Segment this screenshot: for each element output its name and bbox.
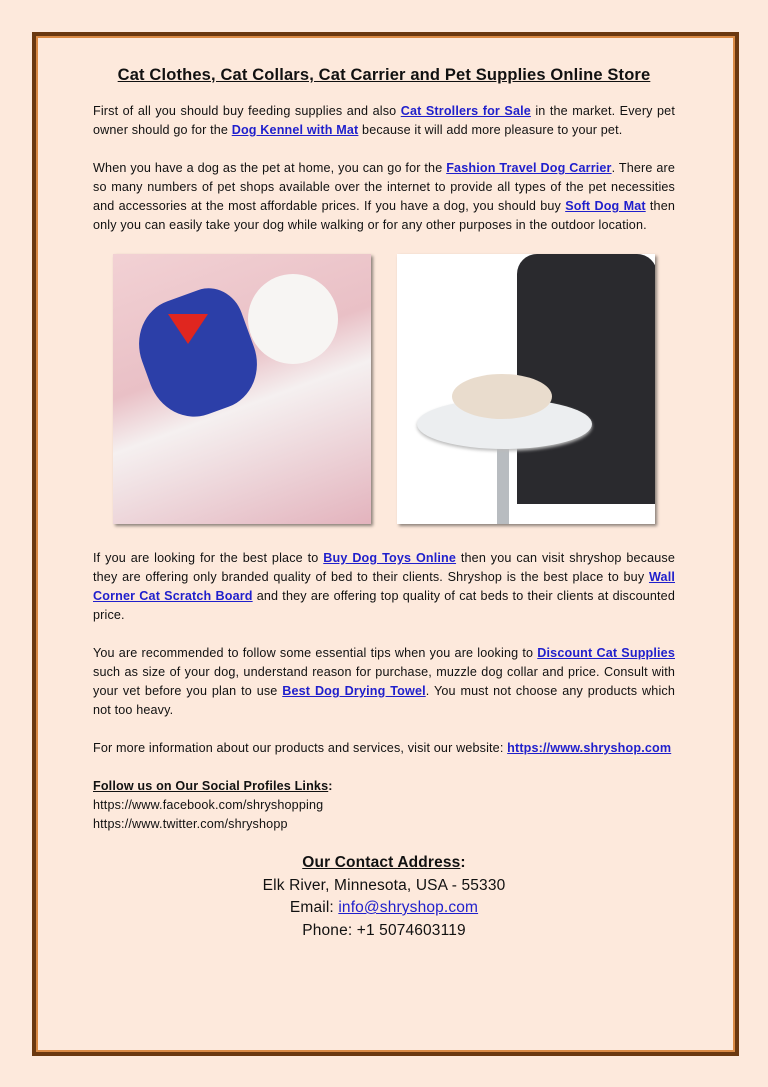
link-soft-dog-mat[interactable]: Soft Dog Mat [565,199,646,213]
link-scratch-board[interactable]: Wall Corner Cat Scratch Board [93,570,675,603]
link-cat-strollers[interactable]: Cat Strollers for Sale [400,104,531,118]
social-section: Follow us on Our Social Profiles Links: https://www.facebook.com/shryshopping https://www.twitter.com/shryshopp [93,777,675,834]
twitter-link[interactable]: https://www.twitter.com/shryshopp [93,817,288,831]
social-heading: Follow us on Our Social Profiles Links [93,779,329,793]
facebook-link[interactable]: https://www.facebook.com/shryshopping [93,798,324,812]
link-discount-cat-supplies[interactable]: Discount Cat Supplies [537,646,675,660]
contact-phone: Phone: +1 5074603119 [302,921,466,939]
link-drying-towel[interactable]: Best Dog Drying Towel [282,684,426,698]
paragraph-4: You are recommended to follow some essential tips when you are looking to Discount Cat Supplies such as size of your dog, understand reason for purchase, muzzle dog collar and price. Consult with your vet before you plan to use Best Dog Drying Towel. You must not choose any products which not too heavy. [93,646,675,717]
paragraph-3: If you are looking for the best place to Buy Dog Toys Online then you can visit shryshop because they are offering only branded quality of bed to their clients. Shryshop is the best place to buy Wall Corner Cat Scratch Board and they are offering top quality of cat beds to their clients at discounted price. [93,551,676,622]
email-link[interactable]: info@shryshop.com [338,899,479,916]
paragraph-2: When you have a dog as the pet at home, you can go for the Fashion Travel Dog Carrier. There are so many numbers of pet shops available over the internet to provide all types of the pet necessities and accessories at the most affordable prices. If you have a dog, you should buy Soft Dog Mat then only you can easily take your dog while walking or for any other purposes in the outdoor location. [93,161,675,232]
document-body [93,64,675,942]
contact-address: Elk River, Minnesota, USA - 55330 [262,876,506,894]
image-row [93,254,675,524]
cat-grooming-table-image [397,254,655,524]
page-title: Cat Clothes, Cat Collars, Cat Carrier and Pet Supplies Online Store [117,66,651,84]
cat-in-superman-shirt-image [113,254,371,524]
paragraph-1: First of all you should buy feeding supplies and also Cat Strollers for Sale in the market. Every pet owner should go for the Dog Kennel with Mat because it will add more pleasure to your pet. [93,104,675,137]
paragraph-5: For more information about our products and services, visit our website: https://www.shryshop.com [93,741,672,755]
link-dog-kennel[interactable]: Dog Kennel with Mat [231,123,359,137]
link-dog-toys[interactable]: Buy Dog Toys Online [323,551,457,565]
contact-section: Our Contact Address: Elk River, Minnesota, USA - 55330 Email: info@shryshop.com Phone: +1 5074603119 [93,852,675,942]
contact-heading: Our Contact Address [302,854,461,871]
link-travel-carrier[interactable]: Fashion Travel Dog Carrier [446,161,612,175]
link-website[interactable]: https://www.shryshop.com [507,741,672,755]
